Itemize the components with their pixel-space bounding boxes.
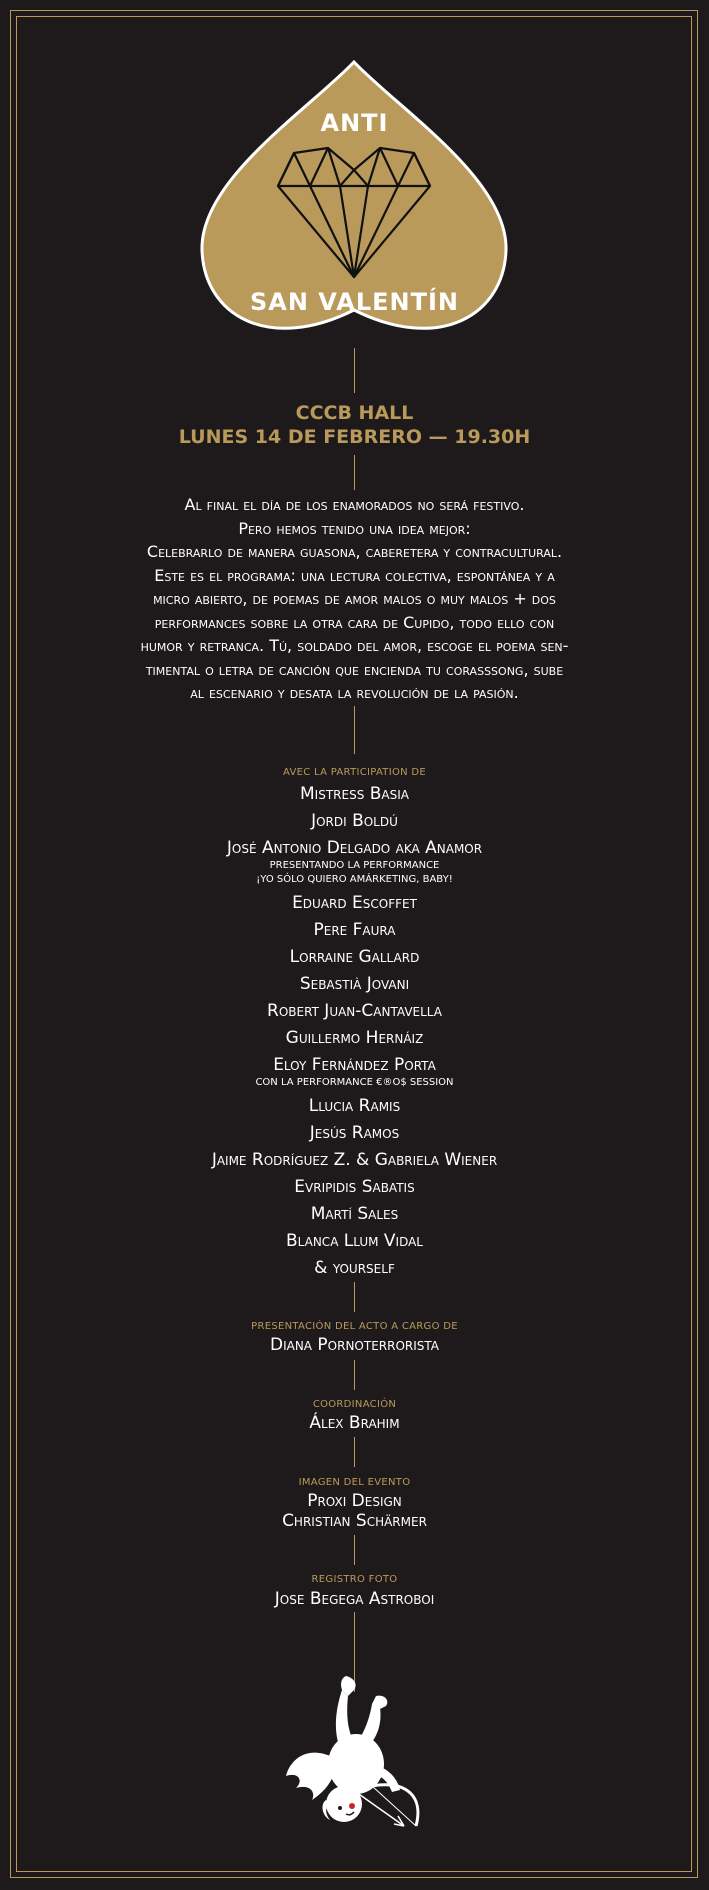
participant-name: Robert Juan-Cantavella [267,1001,442,1021]
cupid-icon [286,1676,426,1836]
intro-line: al escenario y desata la revolución de la pasión. [190,683,519,702]
event-date: LUNES 14 DE FEBRERO — 19.30H [178,426,531,448]
credit-label: PRESENTACIÓN DEL ACTO A CARGO DE [251,1321,458,1332]
participant-name: Pere Faura [313,920,396,940]
credit-name: Álex Brahim [309,1413,400,1433]
divider-line [354,1360,355,1390]
heart-title-bottom: SAN VALENTÍN [250,288,459,316]
participant-name: Evripidis Sabatis [294,1177,415,1197]
credit-name: Proxi Design [307,1491,402,1511]
intro-line: Al final el día de los enamorados no será festivo. [184,495,525,514]
participant-name: Eloy Fernández Porta [273,1055,436,1075]
credit-label: REGISTRO FOTO [311,1574,398,1585]
intro-line: humor y retranca. Tú, soldado del amor, escoge el poema sen- [140,636,569,655]
participant-note: PRESENTANDO LA PERFORMANCE [269,860,440,871]
divider-line [354,348,355,393]
participants-label: AVEC LA PARTICIPATION DE [282,767,427,778]
participant-name: Jesús Ramos [309,1123,400,1143]
participant-name: Jordi Boldú [311,811,398,831]
credit-name: Christian Schärmer [282,1511,427,1531]
intro-line: micro abierto, de poemas de amor malos o muy malos + dos [153,589,556,608]
participant-note: ¡YO SÓLO QUIERO AMÁRKETING, BABY! [256,874,453,885]
credit-label: IMAGEN DEL EVENTO [298,1477,411,1488]
divider-line [354,1282,355,1312]
heart-emblem [0,0,709,360]
participant-name: Lorraine Gallard [289,947,420,967]
divider-line [354,1535,355,1565]
event-venue: CCCB HALL [295,402,414,424]
credit-name: Jose Begega Astroboi [274,1589,435,1609]
participant-name: Guillermo Hernáiz [285,1028,424,1048]
participant-name: Sebastià Jovani [299,974,410,994]
participant-name: Mistress Basia [300,784,409,804]
divider-line [354,455,355,490]
participant-name: Eduard Escoffet [292,893,417,913]
intro-line: Este es el programa: una lectura colectiva, espontánea y a [154,565,555,585]
participant-name: Jaime Rodríguez Z. & Gabriela Wiener [211,1150,498,1170]
heart-title-top: ANTI [320,109,389,137]
intro-text [0,493,709,705]
participant-name: Martí Sales [310,1204,399,1224]
intro-line: performances sobre la otra cara de Cupido, todo ello con [154,612,555,632]
credit-label: COORDINACIÓN [312,1399,397,1410]
intro-line: Celebrarlo de manera guasona, caberetera y contracultural. [146,542,563,561]
participant-name: Llucia Ramis [308,1096,401,1116]
credit-name: Diana Pornoterrorista [269,1335,440,1355]
intro-line: Pero hemos tenido una idea mejor: [238,518,471,538]
divider-line [354,706,355,754]
divider-line [354,1437,355,1467]
participant-name: José Antonio Delgado aka Anamor [226,838,483,858]
participant-name: & yourself [314,1258,395,1278]
participant-name: Blanca Llum Vidal [286,1231,423,1251]
participant-note: CON LA PERFORMANCE €®O$ SESSION [255,1077,454,1088]
intro-line: timental o letra de canción que encienda tu corasssong, sube [145,659,564,679]
